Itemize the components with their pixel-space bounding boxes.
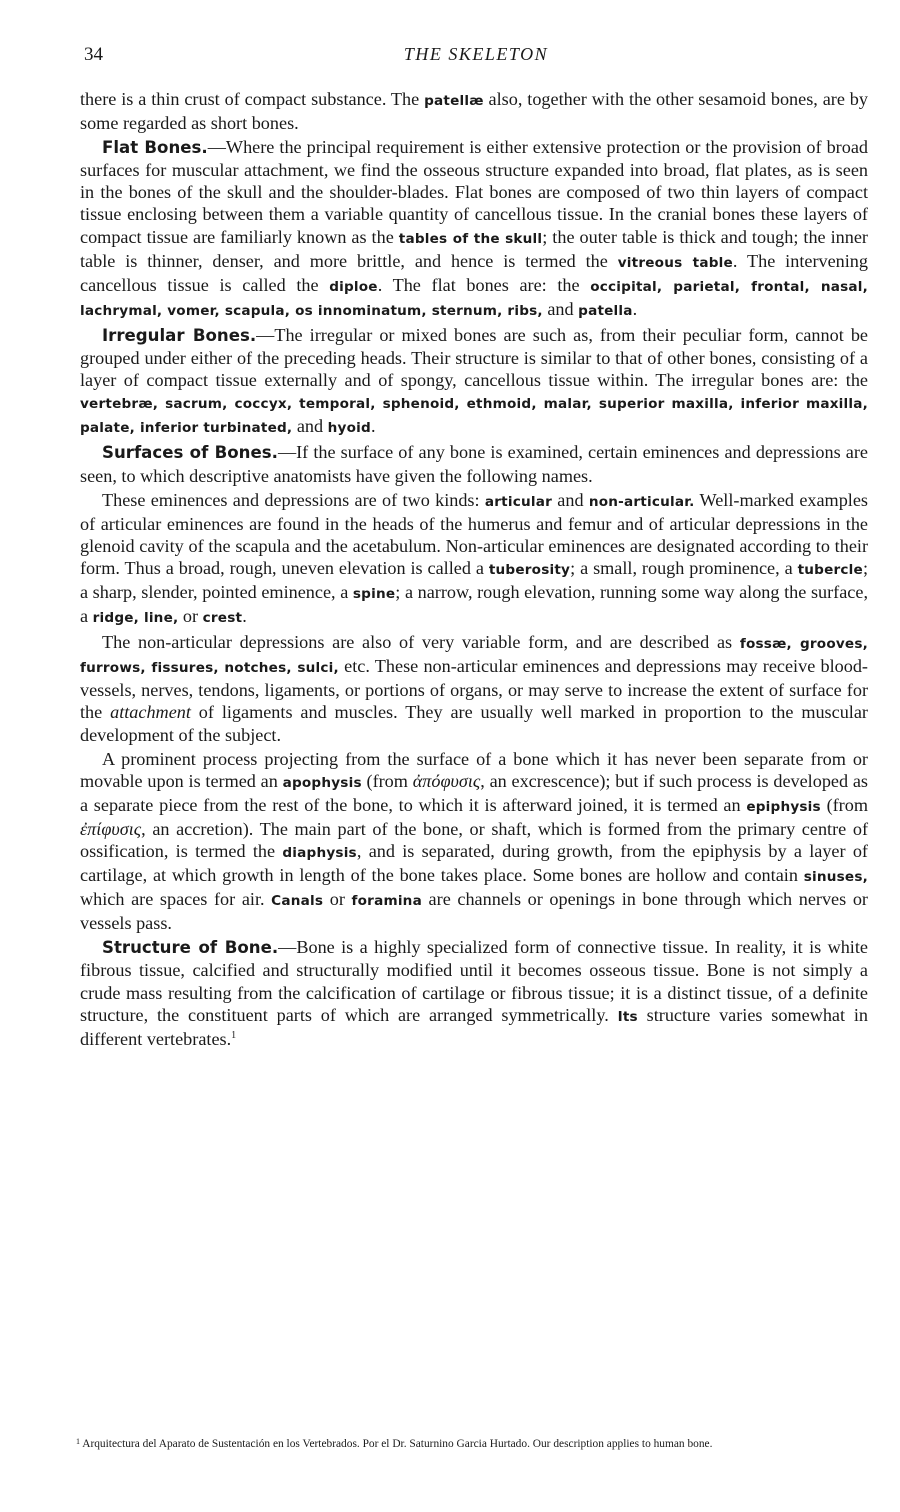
footnote bbox=[76, 1436, 866, 1451]
paragraph-depressions bbox=[80, 631, 868, 745]
paragraph-short-bones-end bbox=[80, 88, 868, 134]
term: tuberosity bbox=[488, 561, 571, 578]
text: ; a narrow, rough elevation, running some way along the surface, a bbox=[80, 581, 868, 627]
text: —If the surface of any bone is examined, certain eminences and depressions are seen, to which descriptive anatomists have given the following names. bbox=[80, 442, 868, 486]
text: ; a small, rough prominence, a bbox=[570, 557, 798, 578]
text: of ligaments and muscles. They are usually well marked in proportion to the muscular development of the subject. bbox=[80, 702, 868, 745]
term: diploe bbox=[329, 278, 378, 295]
term: tables of the skull bbox=[398, 230, 543, 247]
text: —Where the principal requirement is either extensive protection or the provision of broad surfaces for muscular attachment, we find the osseous structure expanded into broad, flat plates, as is seen in the bones of the skull and the shoulder-blades. Flat bones are composed of two thin layers of compact tissue enclosing between them a variable quantity of cancellous tissue. In the cranial bones these layers of compact tissue are familiarly known as the bbox=[80, 137, 869, 247]
term: crest bbox=[202, 610, 243, 627]
text: or bbox=[178, 606, 203, 627]
term: Canals bbox=[271, 893, 324, 910]
text: and bbox=[292, 416, 328, 437]
term: non-articular. bbox=[588, 493, 695, 510]
text: (from bbox=[361, 770, 413, 791]
text: —The irregular or mixed bones are such as, from their peculiar form, cannot be grouped under either of the preceding heads. Their structure is similar to that of other bones, consisting of a layer of compact tissue externally and of spongy, cancellous tissue within. The irregular bones are: the bbox=[80, 324, 868, 391]
term: occipital, parietal, frontal, nasal, lachrymal, vomer, scapula, os innominatum, sternum, ribs, bbox=[80, 278, 868, 319]
paragraph-eminences bbox=[80, 489, 868, 630]
term: diaphysis bbox=[282, 845, 357, 861]
text: . The intervening cancellous tissue is called the bbox=[80, 250, 868, 295]
term: Its bbox=[617, 1008, 638, 1025]
page-header bbox=[84, 44, 868, 74]
paragraph-structure-of-bone bbox=[80, 936, 868, 1049]
page-body bbox=[80, 88, 868, 1050]
term: vitreous table bbox=[617, 254, 733, 271]
footnote-text: Arquitectura del Aparato de Sustentación en los Vertebrados. Por el Dr. Saturnino Garcia Hurtado. Our description applies to human bone. bbox=[82, 1438, 713, 1450]
term: articular bbox=[484, 493, 552, 510]
footnote-reference[interactable]: 1 bbox=[231, 1029, 237, 1041]
paragraph-processes bbox=[80, 748, 868, 935]
running-head: THE SKELETON bbox=[403, 44, 549, 64]
term: vertebræ, sacrum, coccyx, temporal, sphenoid, ethmoid, malar, superior maxilla, inferior maxilla, palate, inferior turbinated, bbox=[80, 396, 868, 437]
section-heading-structure-of-bone: Structure of Bone. bbox=[102, 938, 279, 958]
term: patellæ bbox=[424, 93, 484, 109]
text: . The flat bones are: the bbox=[377, 274, 591, 295]
term: ridge, line, bbox=[92, 610, 179, 627]
paragraph-surfaces-of-bones bbox=[80, 441, 868, 486]
text: etc. These non-articular eminences and depressions may receive blood-vessels, nerves, tendons, ligaments, or portions of organs, or may serve to increase the extent of surface for the bbox=[80, 656, 868, 723]
text: Well-marked examples of articular eminences are found in the heads of the humerus and femur and of articular depressions in the glenoid cavity of the scapula and the acetabulum. Non-articular eminences are designated according to their form. Thus a broad, rough, uneven elevation is called a bbox=[80, 489, 868, 578]
footnote-marker: 1 bbox=[76, 1437, 80, 1446]
greek-word: ἐπίφυσις bbox=[80, 818, 142, 839]
text: are channels or openings in bone through which nerves or vessels pass. bbox=[80, 889, 868, 934]
text: and bbox=[551, 489, 589, 510]
text: which are spaces for air. bbox=[80, 889, 272, 910]
term: epiphysis bbox=[746, 798, 821, 815]
term: hyoid bbox=[327, 420, 371, 437]
text: or bbox=[323, 889, 352, 910]
section-heading-surfaces-of-bones: Surfaces of Bones. bbox=[102, 443, 278, 463]
term: tubercle bbox=[797, 561, 863, 578]
text: , an accretion). The main part of the bone, or shaft, which is formed from the primary centre of ossification, is termed the bbox=[80, 818, 868, 861]
paragraph-flat-bones bbox=[80, 136, 868, 322]
text: . bbox=[242, 606, 247, 627]
greek-word: ἀπόφυσις bbox=[412, 770, 481, 791]
text: . bbox=[632, 298, 638, 319]
term: spine bbox=[352, 585, 396, 602]
text: there is a thin crust of compact substance. The bbox=[80, 89, 425, 109]
text: and bbox=[542, 298, 579, 319]
text: structure varies somewhat in different vertebrates. bbox=[80, 1004, 868, 1049]
term: patella bbox=[578, 302, 633, 319]
term: sinuses, bbox=[803, 869, 868, 886]
term: fossæ, grooves, furrows, fissures, notches, sulci, bbox=[80, 636, 869, 677]
text: —Bone is a highly specialized form of connective tissue. In reality, it is white fibrous tissue, calcified and structurally modified until it becomes osseous tissue. Bone is not simply a crude mass resulting from the calcification of cartilage or fibrous tissue; it is a distinct tissue, of a definite structure, the constituent parts of which are arranged symmetrically. bbox=[80, 937, 868, 1025]
term: apophysis bbox=[282, 774, 362, 791]
paragraph-irregular-bones bbox=[80, 324, 868, 439]
text: The non-articular depressions are also of very variable form, and are described as bbox=[102, 632, 740, 653]
text: These eminences and depressions are of two kinds: bbox=[102, 489, 485, 510]
section-heading-flat-bones: Flat Bones. bbox=[102, 138, 208, 158]
text: A prominent process projecting from the surface of a bone which it has never been separate from or movable upon is termed an bbox=[80, 748, 868, 791]
text: also, together with the other sesamoid bones, are by some regarded as short bones. bbox=[80, 89, 868, 134]
text: ; a sharp, slender, pointed eminence, a bbox=[80, 557, 868, 602]
text: , an excrescence); but if such process is developed as a separate piece from the rest of the bone, to which it is afterward joined, it is termed an bbox=[80, 770, 869, 815]
text: (from bbox=[820, 794, 868, 815]
page-number: 34 bbox=[84, 44, 103, 65]
text: . bbox=[370, 416, 376, 437]
text: ; the outer table is thick and tough; the inner table is thinner, denser, and more brittle, and hence is termed the bbox=[80, 226, 868, 271]
section-heading-irregular-bones: Irregular Bones. bbox=[102, 325, 257, 345]
italic-term: attachment bbox=[110, 702, 191, 723]
term: foramina bbox=[351, 893, 422, 910]
text: , and is separated, during growth, from the epiphysis by a layer of cartilage, at which growth in length of the bone takes place. Some bones are hollow and contain bbox=[80, 841, 868, 886]
